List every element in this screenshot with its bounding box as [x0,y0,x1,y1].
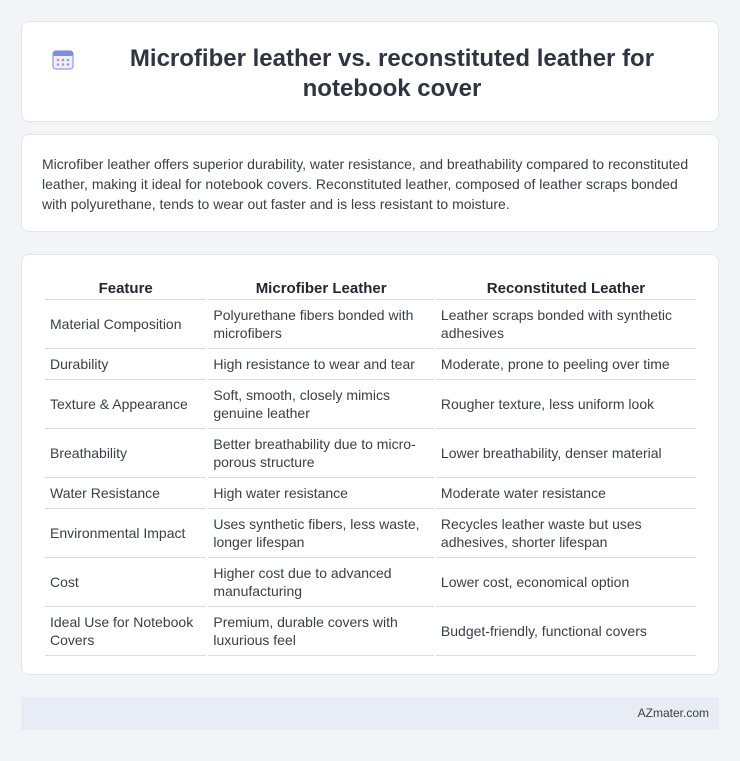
microfiber-cell: Better breathability due to micro-porous structure [208,429,434,478]
microfiber-cell: High resistance to wear and tear [208,349,434,380]
footer-site-link[interactable]: AZmater.com [637,706,709,720]
title-card [21,21,719,122]
comparison-table [43,275,698,656]
table-row [45,429,696,478]
reconstituted-cell: Moderate, prone to peeling over time [436,349,696,380]
intro-card [21,134,719,232]
reconstituted-cell: Moderate water resistance [436,478,696,509]
table-row [45,607,696,656]
header-microfiber: Microfiber Leather [208,275,434,300]
table-header-row [45,275,696,300]
microfiber-cell: Soft, smooth, closely mimics genuine leather [208,380,434,429]
microfiber-cell: Premium, durable covers with luxurious feel [208,607,434,656]
intro-paragraph: Microfiber leather offers superior durability, water resistance, and breathability compared to reconstituted leather, making it ideal for notebook covers. Reconstituted leather, composed of leather scraps bonded with polyurethane, tends to wear out faster and is less resistant to moisture. [42,156,689,212]
table-row [45,300,696,349]
feature-cell: Water Resistance [45,478,206,509]
page-title: Microfiber leather vs. reconstituted leather for notebook cover [129,45,655,102]
reconstituted-cell: Lower breathability, denser material [436,429,696,478]
reconstituted-cell: Recycles leather waste but uses adhesives, shorter lifespan [436,509,696,558]
feature-cell: Durability [45,349,206,380]
header-reconstituted: Reconstituted Leather [436,275,696,300]
feature-cell: Texture & Appearance [45,380,206,429]
feature-cell: Ideal Use for Notebook Covers [45,607,206,656]
table-row [45,509,696,558]
table-row [45,380,696,429]
reconstituted-cell: Budget-friendly, functional covers [436,607,696,656]
microfiber-cell: Polyurethane fibers bonded with microfibers [208,300,434,349]
reconstituted-cell: Rougher texture, less uniform look [436,380,696,429]
table-row [45,349,696,380]
feature-cell: Breathability [45,429,206,478]
header-feature: Feature [45,275,206,300]
microfiber-cell: Higher cost due to advanced manufacturing [208,558,434,607]
table-row [45,558,696,607]
feature-cell: Material Composition [45,300,206,349]
feature-cell: Environmental Impact [45,509,206,558]
reconstituted-cell: Lower cost, economical option [436,558,696,607]
table-row [45,478,696,509]
reconstituted-cell: Leather scraps bonded with synthetic adhesives [436,300,696,349]
microfiber-cell: High water resistance [208,478,434,509]
microfiber-cell: Uses synthetic fibers, less waste, longer lifespan [208,509,434,558]
comparison-card [21,254,719,675]
footer-bar [21,697,719,730]
feature-cell: Cost [45,558,206,607]
